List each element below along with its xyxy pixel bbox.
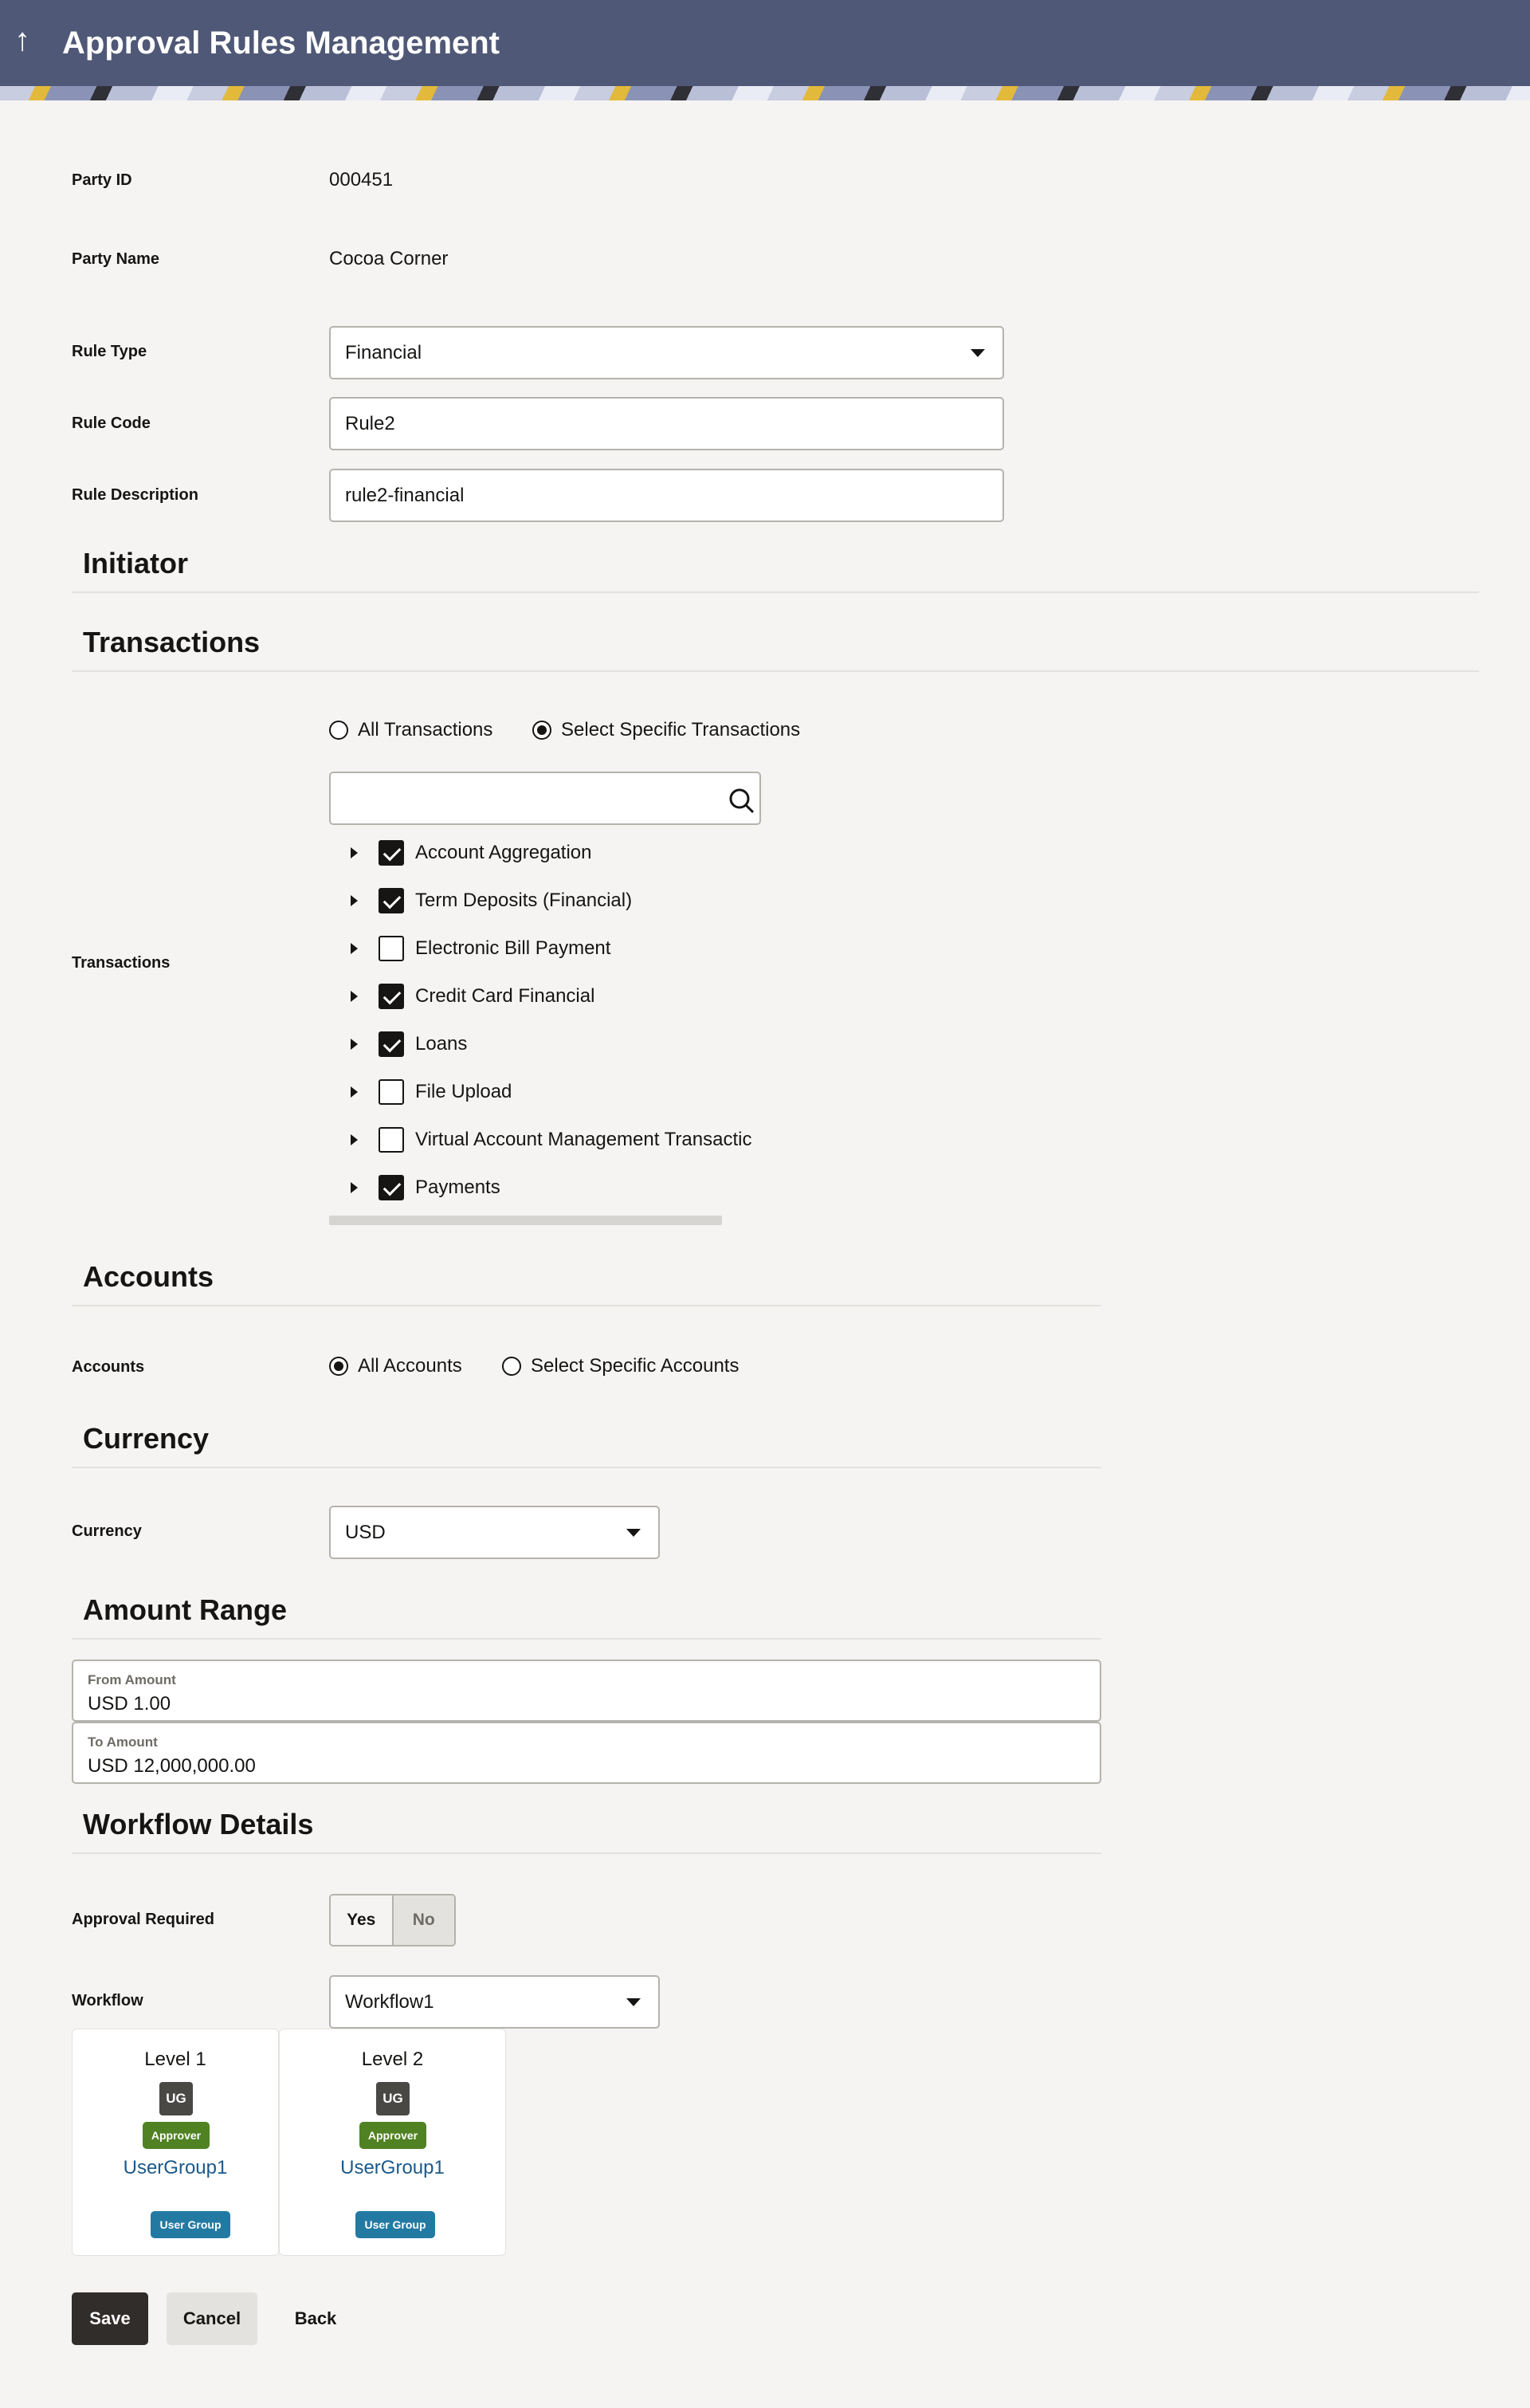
tree-item[interactable] (351, 886, 632, 915)
page-title: Approval Rules Management (62, 26, 500, 61)
approval-required-label: Approval Required (72, 1911, 214, 1928)
checkbox-checked[interactable] (379, 888, 404, 913)
divider (72, 1467, 1101, 1468)
party-id-label: Party ID (72, 171, 132, 189)
rule-type-value: Financial (345, 341, 422, 363)
currency-select[interactable] (329, 1506, 660, 1559)
workflow-label: Workflow (72, 1992, 143, 2009)
chevron-down-icon (626, 1529, 641, 1537)
user-group-badge: User Group (151, 2211, 230, 2238)
tree-item[interactable] (351, 934, 610, 963)
section-initiator-title: Initiator (83, 547, 188, 579)
chevron-down-icon (626, 1998, 641, 2006)
approval-no-button[interactable]: No (394, 1895, 455, 1945)
rule-type-select[interactable] (329, 326, 1004, 379)
checkbox-unchecked[interactable] (379, 1079, 404, 1105)
divider (72, 670, 1479, 672)
rule-description-label: Rule Description (72, 486, 198, 504)
expand-arrow-icon[interactable] (351, 895, 358, 906)
expand-arrow-icon[interactable] (351, 1039, 358, 1050)
expand-arrow-icon[interactable] (351, 991, 358, 1002)
rule-description-input[interactable] (329, 469, 1004, 522)
radio-selected-icon (329, 1357, 348, 1376)
user-group-link[interactable]: UserGroup1 (123, 2157, 228, 2178)
rule-code-label: Rule Code (72, 414, 151, 432)
section-accounts-title: Accounts (83, 1260, 214, 1293)
radio-selected-icon (532, 721, 551, 740)
radio-label: Select Specific Accounts (531, 1355, 740, 1377)
tree-item-label: Account Aggregation (415, 842, 592, 863)
transaction-search-input[interactable] (329, 772, 761, 825)
search-icon[interactable] (724, 788, 759, 816)
from-amount-value: USD 1.00 (88, 1693, 171, 1715)
expand-arrow-icon[interactable] (351, 943, 358, 954)
to-amount-label: To Amount (88, 1734, 158, 1750)
back-button[interactable]: Back (294, 2308, 337, 2328)
level-title: Level 1 (144, 2049, 206, 2070)
section-currency-title: Currency (83, 1422, 210, 1455)
tree-item[interactable] (351, 1173, 500, 1202)
save-button[interactable]: Save (72, 2292, 148, 2345)
party-name-value: Cocoa Corner (329, 248, 449, 269)
workflow-select[interactable] (329, 1975, 660, 2029)
tree-item-label: File Upload (415, 1081, 512, 1102)
divider (72, 1638, 1101, 1640)
checkbox-unchecked[interactable] (379, 936, 404, 961)
user-group-link[interactable]: UserGroup1 (340, 2157, 445, 2178)
checkbox-unchecked[interactable] (379, 1127, 404, 1153)
radio-label: All Accounts (358, 1355, 462, 1377)
expand-arrow-icon[interactable] (351, 1182, 358, 1193)
radio-circle-icon (329, 721, 348, 740)
radio-label: Select Specific Transactions (561, 719, 801, 740)
workflow-value: Workflow1 (345, 1990, 434, 2013)
tree-item[interactable] (351, 982, 594, 1011)
from-amount-label: From Amount (88, 1672, 176, 1687)
divider (72, 1305, 1101, 1306)
to-amount-value: USD 12,000,000.00 (88, 1755, 256, 1777)
horizontal-scrollbar[interactable] (329, 1216, 722, 1225)
radio-all-accounts[interactable] (329, 1355, 462, 1377)
checkbox-checked[interactable] (379, 984, 404, 1009)
party-name-label: Party Name (72, 250, 160, 268)
cancel-button[interactable]: Cancel (167, 2292, 257, 2345)
tree-item-label: Payments (415, 1177, 500, 1198)
expand-arrow-icon[interactable] (351, 1086, 358, 1098)
from-amount-field[interactable] (72, 1660, 1101, 1722)
expand-arrow-icon[interactable] (351, 847, 358, 858)
workflow-level-card (72, 2029, 279, 2256)
divider (72, 591, 1479, 593)
user-group-avatar: UG (159, 2082, 193, 2115)
tree-item[interactable] (351, 1125, 751, 1154)
tree-item-label: Electronic Bill Payment (415, 937, 611, 959)
approval-required-toggle[interactable] (329, 1894, 456, 1946)
transaction-tree (329, 821, 762, 1228)
to-amount-field[interactable] (72, 1722, 1101, 1784)
checkbox-checked[interactable] (379, 840, 404, 866)
user-group-avatar: UG (376, 2082, 410, 2115)
radio-circle-icon (502, 1357, 521, 1376)
tree-item-label: Virtual Account Management Transactic (415, 1129, 752, 1150)
approval-yes-button[interactable]: Yes (331, 1895, 394, 1945)
approver-badge: Approver (359, 2122, 426, 2149)
currency-label: Currency (72, 1522, 142, 1540)
tree-item-label: Credit Card Financial (415, 985, 595, 1007)
rule-type-label: Rule Type (72, 343, 147, 360)
workflow-level-card (279, 2029, 506, 2256)
tree-item-label: Loans (415, 1033, 468, 1055)
radio-label: All Transactions (358, 719, 493, 740)
chevron-down-icon (971, 349, 985, 357)
rule-code-value: Rule2 (345, 412, 395, 434)
transactions-label: Transactions (72, 954, 171, 972)
rule-code-input[interactable] (329, 397, 1004, 450)
divider (72, 1852, 1101, 1854)
approver-badge: Approver (143, 2122, 210, 2149)
tree-item-label: Term Deposits (Financial) (415, 890, 633, 911)
checkbox-checked[interactable] (379, 1031, 404, 1057)
checkbox-checked[interactable] (379, 1175, 404, 1200)
currency-value: USD (345, 1521, 386, 1543)
rule-description-value: rule2-financial (345, 484, 465, 506)
user-group-badge: User Group (355, 2211, 435, 2238)
header-banner-pattern (0, 86, 1530, 100)
tree-item[interactable] (351, 839, 592, 867)
back-arrow-icon[interactable]: ↑ (14, 22, 30, 57)
radio-specific-transactions[interactable] (532, 719, 800, 741)
party-id-value: 000451 (329, 169, 394, 191)
section-workflow-details-title: Workflow Details (83, 1808, 314, 1840)
tree-item[interactable] (351, 1078, 512, 1106)
section-amount-range-title: Amount Range (83, 1593, 287, 1626)
accounts-label: Accounts (72, 1358, 145, 1376)
radio-specific-accounts[interactable] (502, 1355, 739, 1377)
tree-item[interactable] (351, 1030, 467, 1059)
level-title: Level 2 (361, 2049, 424, 2070)
expand-arrow-icon[interactable] (351, 1134, 358, 1145)
section-transactions-title: Transactions (83, 626, 261, 658)
radio-all-transactions[interactable] (329, 719, 492, 741)
